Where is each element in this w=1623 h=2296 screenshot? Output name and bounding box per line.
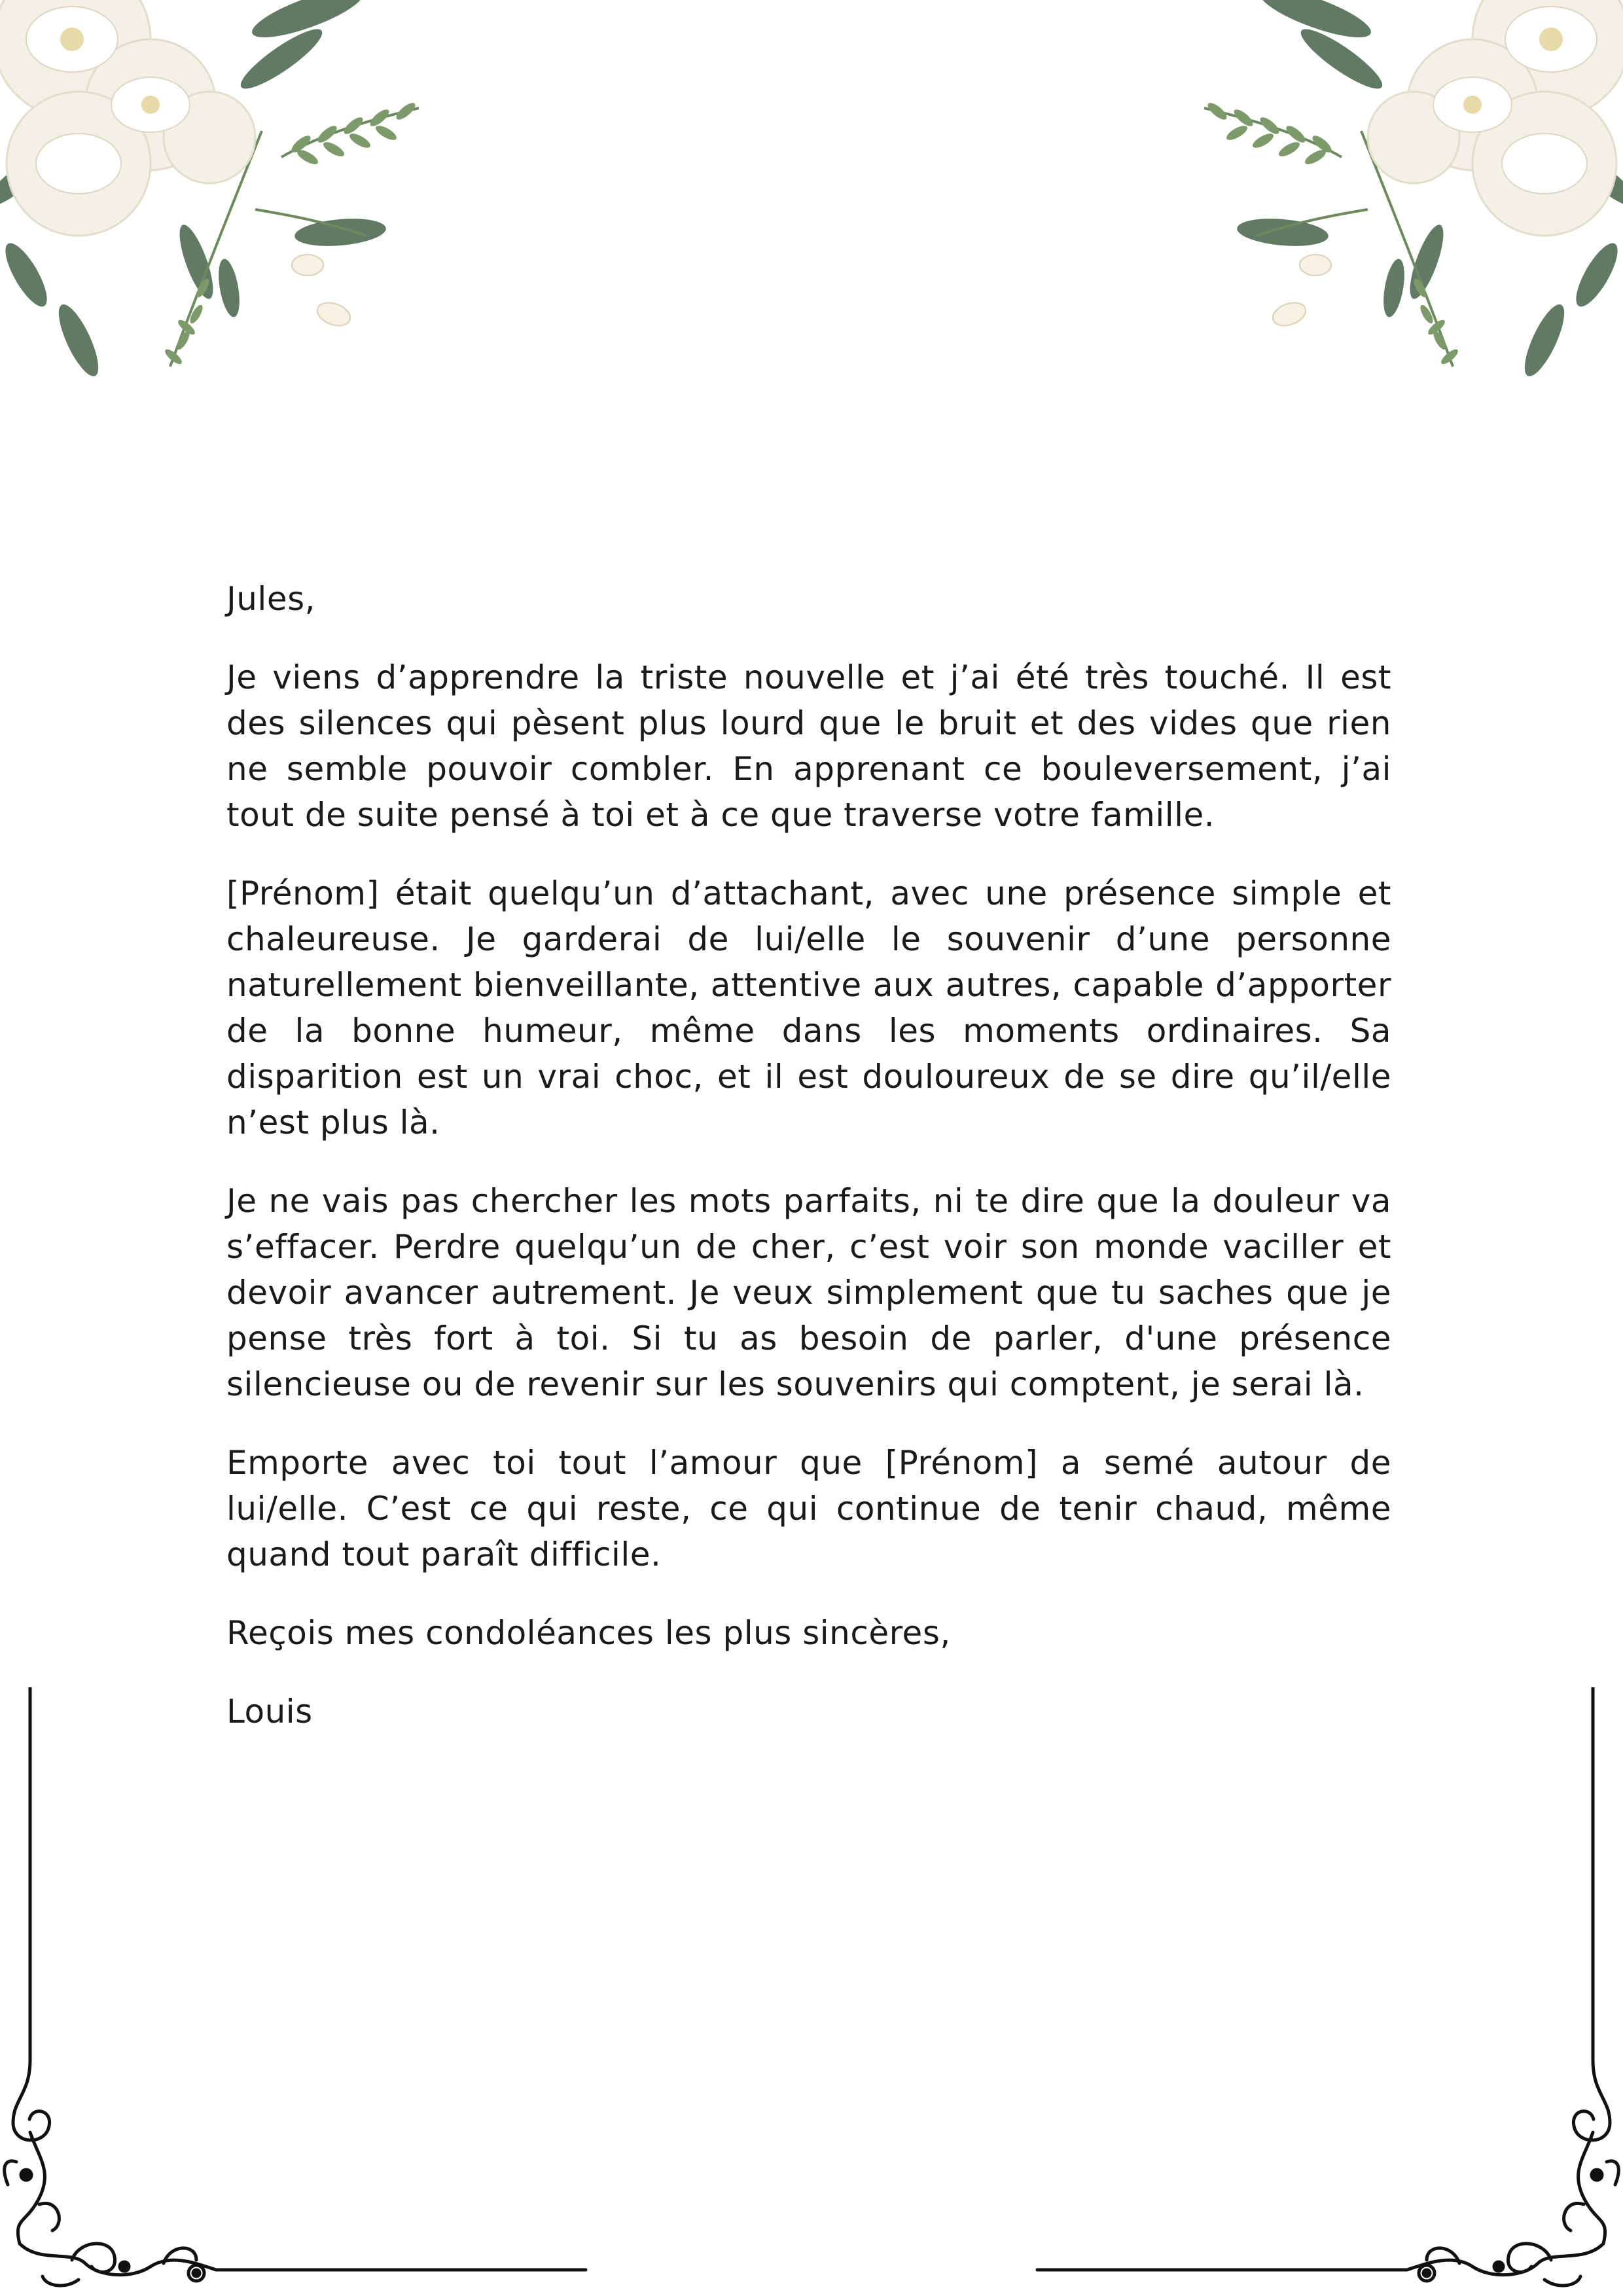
- letter-body: [226, 576, 1391, 1767]
- closing-line: Reçois mes condoléances les plus sincères,: [226, 1614, 951, 1652]
- ornamental-corner-icon: [1034, 1687, 1623, 2296]
- signature: Louis: [226, 1693, 313, 1731]
- paragraph: Je viens d’apprendre la triste nouvelle et j’ai été très touché. Il est des silences qui pèsent plus lourd que le bruit et des vides que rien ne semble pouvoir combler. En apprenant ce bouleversement, j’ai tout de suite pensé à toi et à ce que traverse votre famille.: [226, 658, 1391, 834]
- ornamental-corner-icon: [0, 1687, 589, 2296]
- paragraph: Emporte avec toi tout l’amour que [Prénom] a semé autour de lui/elle. C’est ce qui reste, ce qui continue de tenir chaud, même quand tout paraît difficile.: [226, 1444, 1391, 1573]
- greeting: Jules,: [226, 580, 316, 618]
- paragraph: [Prénom] était quelqu’un d’attachant, avec une présence simple et chaleureuse. Je garderai de lui/elle le souvenir d’une personne naturellement bienveillante, attentive aux autres, capable d’apporter de la bonne humeur, même dans les moments ordinaires. Sa disparition est un vrai choc, et il est douloureux de se dire qu’il/elle n’est plus là.: [226, 874, 1391, 1141]
- paragraph: Je ne vais pas chercher les mots parfaits, ni te dire que la douleur va s’effacer. Perdre quelqu’un de cher, c’est voir son monde vaciller et devoir avancer autrement. Je veux simplement que tu saches que je pense très fort à toi. Si tu as besoin de parler, d'une présence silencieuse ou de revenir sur les souvenirs qui comptent, je serai là.: [226, 1182, 1391, 1403]
- flower-bouquet-icon: [0, 0, 445, 406]
- flower-bouquet-icon: [1178, 0, 1623, 406]
